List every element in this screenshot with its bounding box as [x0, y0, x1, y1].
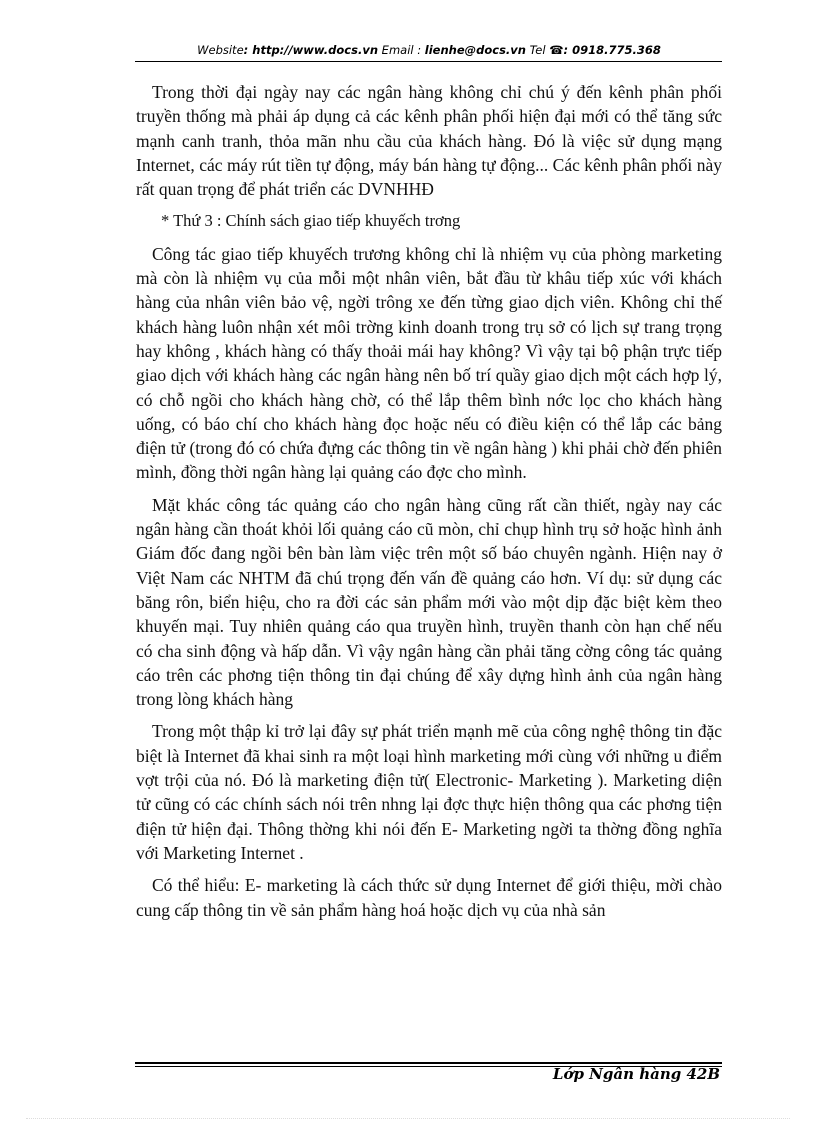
footer-divider-thick [135, 1062, 722, 1064]
paragraph-text: Công tác giao tiếp khuyếch trương không chỉ là nhiệm vụ của phòng marketing mà còn là nhiệm vụ của mỗi một nhân viên, bắt đầu từ khâu tiếp xúc với khách hàng của nhân viên bảo vệ, ngời trông xe đến từng giao dịch viên. Không chỉ thế khách hàng luôn nhận xét môi trờng kinh doanh trong trụ sở có lịch sự trang trọng hay không , khách hàng có thấy thoải mái hay không? Vì vậy tại bộ phận trực tiếp giao dịch với khách hàng các ngân hàng nên bố trí quầy giao dịch một cách hợp lý, có chỗ ngồi cho khách hàng chờ, có thể lắp thêm bình nớc lọc cho khách hàng uống, có báo chí cho khách hàng đọc hoặc nếu có điều kiện có thể lắp các bảng điện tử (trong đó có chứa đựng các thông tin về ngân hàng ) khi phải chờ đến phiên mình, đồng thời ngân hàng lại quảng cáo đợc cho mình. [136, 243, 722, 483]
website-value: : http://www.docs.vn [243, 43, 379, 57]
paragraph-e-marketing [136, 719, 722, 865]
page-header [137, 43, 721, 57]
website-label: Website [197, 43, 244, 57]
footer-class-label: Lớp Ngân hàng 42B [552, 1065, 720, 1083]
paragraph-text: Mặt khác công tác quảng cáo cho ngân hàng cũng rất cần thiết, ngày nay các ngân hàng cần thoát khỏi lối quảng cáo cũ mòn, chỉ chụp hình trụ sở hoặc hình ảnh Giám đốc đang ngồi bên bàn làm việc trên một số báo chuyên ngành. Hiện nay ở Việt Nam các NHTM đã chú trọng đến vấn đề quảng cáo hơn. Ví dụ: sử dụng các băng rôn, biển hiệu, cho ra đời các sản phẩm mới vào một dịp đặc biệt kèm theo khuyến mại. Tuy nhiên quảng cáo qua truyền hình, truyền thanh còn hạn chế nếu có cha sinh động và hấp dẫn. Vì vậy ngân hàng cần phải tăng cờng công tác quảng cáo trên các phơng tiện thông tin đại chúng để xây dựng hình ảnh của ngân hàng trong lòng khách hàng [136, 494, 722, 710]
document-body [136, 80, 722, 930]
tel-value: : 0918.775.368 [563, 43, 661, 57]
paragraph-e-marketing-definition [136, 873, 722, 922]
email-value: lienhe@docs.vn [424, 43, 526, 57]
tel-label: Tel [526, 43, 550, 57]
paragraph-text: Trong thời đại ngày nay các ngân hàng không chỉ chú ý đến kênh phân phối truyền thống mà phải áp dụng cả các kênh phân phối hiện đại mới có thể tăng sức mạnh canh tranh, thỏa mãn nhu cầu của khách hàng. Đó là việc sử dụng mạng Internet, các máy rút tiền tự động, máy bán hàng tự động... Các kênh phân phối này rất quan trọng để phát triển các DVNHHĐ [136, 82, 722, 200]
page-bottom-dotted-line [26, 1118, 790, 1119]
paragraph-text: Có thể hiểu: E- marketing là cách thức sử dụng Internet để giới thiệu, mời chào cung cấp thông tin về sản phẩm hàng hoá hoặc dịch vụ của nhà sản [136, 875, 722, 920]
email-label: Email : [378, 43, 425, 57]
section-heading: * Thứ 3 : Chính sách giao tiếp khuyếch trơng [161, 211, 461, 231]
header-divider [135, 61, 722, 62]
paragraph-advertising [136, 493, 722, 712]
paragraph-text: Trong một thập kỉ trở lại đây sự phát triển mạnh mẽ của công nghệ thông tin đặc biệt là Internet đã khai sinh ra một loại hình marketing mới cùng với những u điểm vợt trội của nó. Đó là marketing điện tử( Electronic- Marketing ). Marketing diện tử cũng có các chính sách nói trên nhng lại đợc thực hiện thông qua các phơng tiện điện tử hiện đại. Thông thờng khi nói đến E- Marketing ngời ta thờng đồng nghĩa với Marketing Internet . [136, 721, 722, 863]
paragraph-distribution-channels [136, 80, 722, 201]
phone-icon: ☎ [549, 43, 564, 57]
paragraph-promotion-policy [136, 242, 722, 485]
